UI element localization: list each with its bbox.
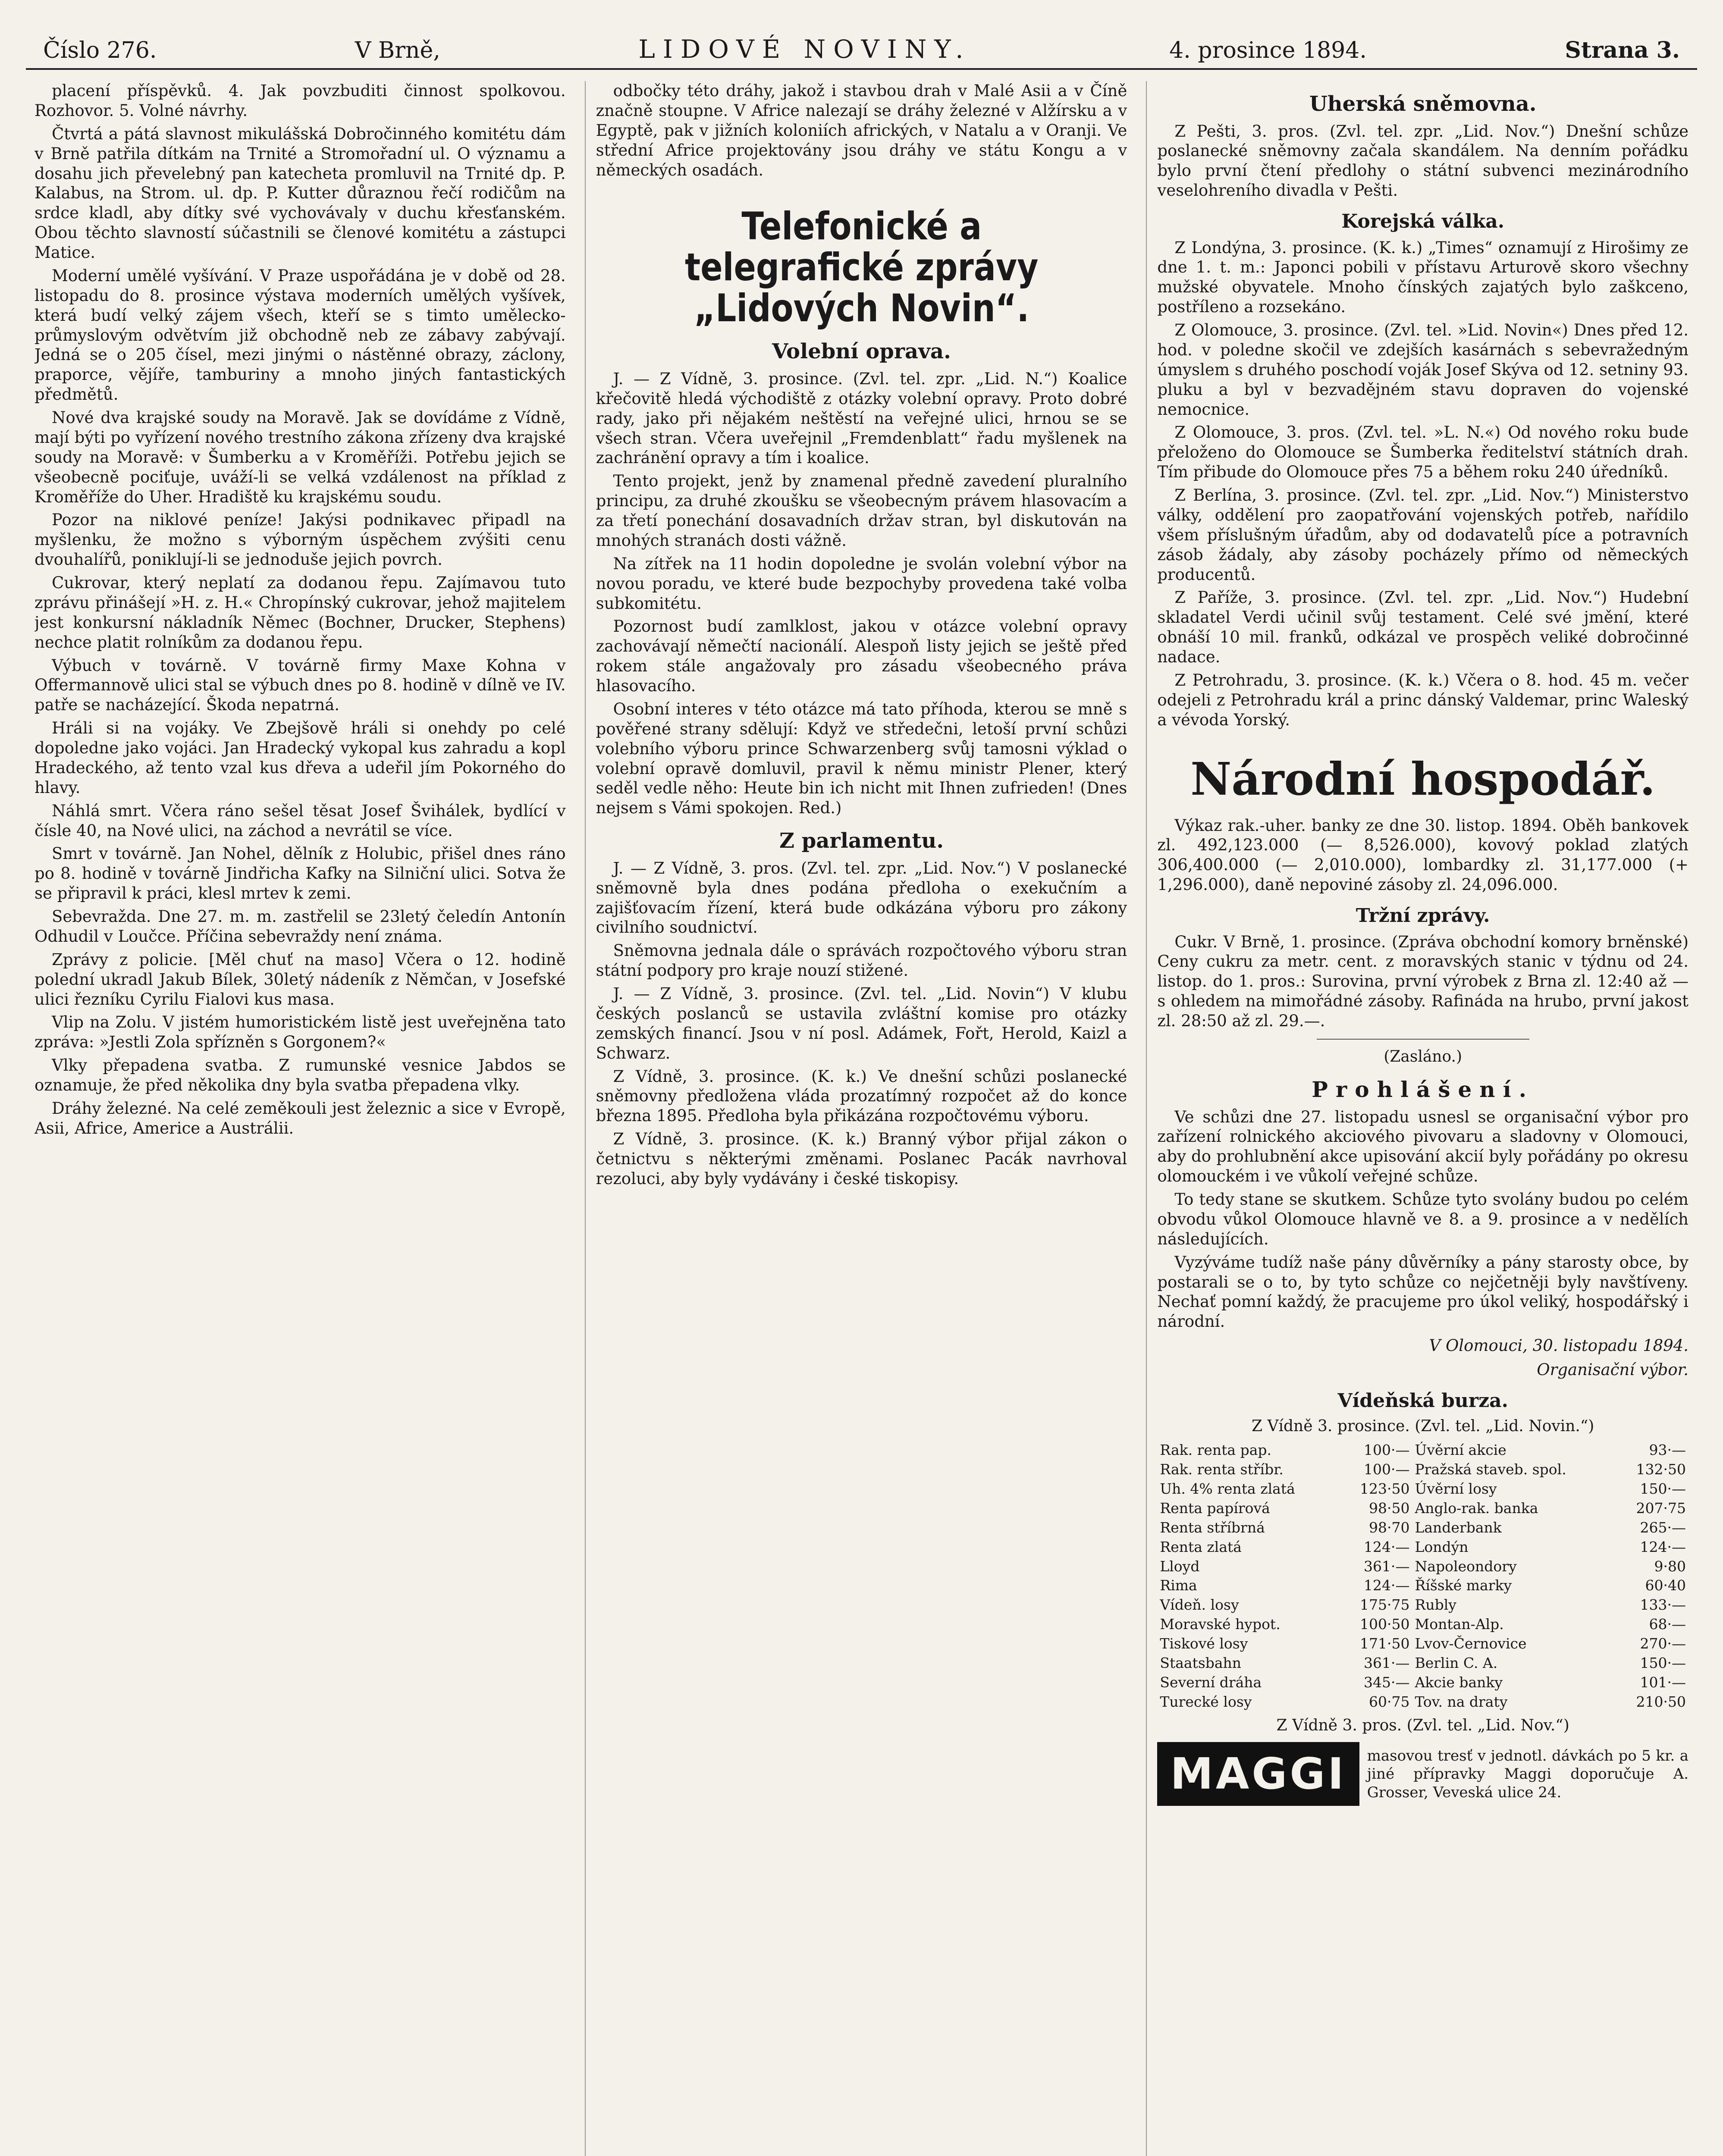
table-cell: Renta papírová	[1160, 1499, 1270, 1517]
article-paragraph: Cukrovar, který neplatí za dodanou řepu. Zajímavou tuto zprávu přinášejí »H. z. H.« Chropínský cukrovar, jehož majitelem jest konkursní nákladník Němec (Bochner, Drucker, Stephens) nechce platit rolníkům za dodanou řepu.	[35, 573, 566, 652]
table-cell: Turecké losy	[1160, 1693, 1252, 1710]
article-paragraph: Z Petrohradu, 3. prosince. (K. k.) Včera o 8. hod. 45 m. večer odejeli z Petrohradu král a princ dánský Valdemar, princ Waleský a vévoda Yorský.	[1157, 671, 1689, 729]
table-row	[1157, 1518, 1688, 1538]
table-cell: Anglo-rak. banka	[1415, 1499, 1538, 1517]
article-paragraph: Vlky přepadena svatba. Z rumunské vesnice Jabdos se oznamuje, že před několika dny byla svatba přepadena vlky.	[35, 1056, 566, 1094]
table-row	[1157, 1654, 1688, 1673]
article-paragraph: Zprávy z policie. [Měl chuť na maso] Včera o 12. hodině polední ukradl Jakub Bílek, 30letý nádeník z Němčan, v Josefské ulici řezníku Cyrilu Fialovi kus masa.	[35, 950, 566, 1009]
table-cell: 124·—	[1363, 1538, 1410, 1555]
table-cell: 68·—	[1649, 1616, 1686, 1633]
table-cell: 265·—	[1640, 1519, 1686, 1536]
table-cell: Moravské hypot.	[1160, 1616, 1280, 1633]
footnote: Z Vídně 3. pros. (Zvl. tel. „Lid. Nov.“)	[1276, 1716, 1569, 1734]
table-cell: 150·—	[1640, 1480, 1686, 1497]
newspaper-title: LIDOVÉ NOVINY.	[638, 34, 971, 64]
article-paragraph: Ve schůzi dne 27. listopadu usnesl se organisační výbor pro zařízení rolnického akciového pivovaru a sladovny v Olomouci, aby do prohlubnění akce upisování akcií byly pořádány po okresu olomouckém i ve vůkolí veřejné schůze.	[1157, 1107, 1689, 1186]
column-3	[1146, 81, 1688, 2156]
table-row	[1157, 1557, 1688, 1576]
table-cell: 171·50	[1360, 1635, 1410, 1652]
table-cell: Říšské marky	[1415, 1577, 1512, 1594]
columns	[26, 70, 1697, 2156]
table-cell: Napoleondory	[1415, 1557, 1517, 1575]
sent-in-label: (Zasláno.)	[1384, 1047, 1463, 1065]
table-cell: 9·80	[1654, 1557, 1686, 1575]
subsection-title: Z parlamentu.	[779, 829, 944, 853]
article-paragraph: Nové dva krajské soudy na Moravě. Jak se dovídáme z Vídně, mají býti po vyřízení nového trestního zákona zřízeny dva krajské soudy na Moravě: v Šumberku a v Kroměříži. Potřebu jejich se všeobecně pociťuje, uváží-li se velká vzdálenost na příklad z Kroměříže do Uher. Hradiště ku krajskému soudu.	[35, 408, 566, 506]
table-cell: 93·—	[1649, 1442, 1686, 1459]
ad-text: masovou tresť v jednotl. dávkách po 5 kr. a jiné přípravky Maggi doporučuje A. Grosser, Veveská ulice 24.	[1367, 1747, 1689, 1801]
advertisement	[1157, 1742, 1688, 1806]
table-cell: 207·75	[1636, 1499, 1686, 1517]
table-cell: Uh. 4% renta zlatá	[1160, 1480, 1295, 1497]
article-paragraph: J. — Z Vídně, 3. prosince. (Zvl. tel. zpr. „Lid. N.“) Koalice křečovitě hledá východiště z otázky volební opravy. Proto dobré rady, jako při nějakém neštěstí na veřejné ulici, hrnou se se všech stran. Včera uveřejnil „Fremdenblatt“ řadu myšlenek na zachránění opravy a tím i koalice.	[596, 369, 1127, 467]
table-cell: Lloyd	[1160, 1557, 1200, 1575]
table-row	[1157, 1595, 1688, 1615]
section-title: Uherská sněmovna.	[1309, 92, 1537, 116]
table-row	[1157, 1615, 1688, 1634]
section-headline: Národní hospodář.	[1190, 752, 1656, 805]
article-paragraph: Cukr. V Brně, 1. prosince. (Zpráva obchodní komory brněnské) Ceny cukru za metr. cent. z moravských stanic v týdnu od 24. listop. do 1. pros.: Surovina, první výrobek z Brna zl. 12:40 až — s ohledem na mimořádné zásoby. Rafináda na hrubo, první jakost zl. 28:50 až zl. 29.—.	[1157, 932, 1689, 1031]
signature-committee: Organisační výbor.	[1537, 1360, 1689, 1379]
table-cell: 132·50	[1636, 1461, 1686, 1478]
table-cell: 100·50	[1360, 1616, 1410, 1633]
table-cell: Akcie banky	[1415, 1673, 1503, 1691]
table-cell: 361·—	[1363, 1655, 1410, 1672]
table-cell: Rubly	[1415, 1596, 1456, 1614]
article-paragraph: Smrt v továrně. Jan Nohel, dělník z Holubic, přišel dnes ráno po 8. hodině v továrně Jindřicha Kafky na Silniční ulici. Sotva že se připravil k práci, klesl mrtev k zemi.	[35, 844, 566, 903]
article-paragraph: J. — Z Vídně, 3. pros. (Zvl. tel. zpr. „Lid. Nov.“) V poslanecké sněmovně byla dnes podána předloha o exekučním a zajišťovacím řízení, která bude odkázána výboru pro zákony civilního soudnictví.	[596, 859, 1127, 937]
table-cell: 210·50	[1636, 1693, 1686, 1710]
table-cell: 98·50	[1368, 1499, 1410, 1517]
article-paragraph: Tento projekt, jenž by znamenal předně zavedení pluralního principu, za druhé zkoušku se všeobecným právem hlasovacím a za třetí ponechání dosavadních držav stran, byl diskutován na mnohých stranách dosti vážně.	[596, 472, 1127, 550]
article-paragraph: Vyzýváme tudíž naše pány důvěrníky a pány starosty obce, by postarali se o to, by tyto schůze co nejčetněji byly navštíveny. Nechať pomní každý, že pracujeme pro úkol veliký, hospodářský i národní.	[1157, 1253, 1689, 1331]
table-row	[1157, 1479, 1688, 1499]
article-paragraph: Vlip na Zolu. V jistém humoristickém listě jest uveřejněna tato zpráva: »Jestli Zola spřízněn s Gorgonem?«	[35, 1013, 566, 1052]
article-paragraph: Z Berlína, 3. prosince. (Zvl. tel. zpr. „Lid. Nov.“) Ministerstvo války, oddělení pro zaopatřování vojenských potřeb, nařídilo všem příslušným úřadům, aby od dodavatelů píce a potravních zásob žádaly, aby zásoby pocházely přímo od německých producentů.	[1157, 486, 1689, 584]
page-number: Strana 3.	[1565, 37, 1680, 63]
table-cell: Severní dráha	[1160, 1673, 1262, 1691]
table-cell: Renta zlatá	[1160, 1538, 1242, 1555]
table-cell: 124·—	[1363, 1577, 1410, 1594]
issue-date: 4. prosince 1894.	[1169, 38, 1367, 63]
article-paragraph: Z Vídně, 3. prosince. (K. k.) Branný výbor přijal zákon o četnictvu s některými změnami. Poslanec Pacák navrhoval rezoluci, aby byly vydávány i české tiskopisy.	[596, 1130, 1127, 1188]
table-cell: 124·—	[1640, 1538, 1686, 1555]
table-row	[1157, 1460, 1688, 1479]
column-2	[585, 81, 1127, 2156]
article-paragraph: To tedy stane se skutkem. Schůze tyto svolány budou po celém obvodu vůkol Olomouce hlavně ve 8. a 9. prosince a v nedělích následujících.	[1157, 1190, 1689, 1248]
table-cell: 100·—	[1363, 1461, 1410, 1478]
table-cell: Londýn	[1415, 1538, 1469, 1555]
table-cell: Úvěrní akcie	[1415, 1442, 1506, 1459]
article-paragraph: Z Londýna, 3. prosince. (K. k.) „Times“ oznamují z Hirošimy ze dne 1. t. m.: Japonci pobili v přístavu Arturově skoro všechny mužské obyvatele. Mnoho čínských zajatých bylo zaškceno, postříleno a rozsekáno.	[1157, 238, 1689, 317]
table-cell: Pražská staveb. spol.	[1415, 1461, 1566, 1478]
table-cell: 98·70	[1368, 1519, 1410, 1536]
section-title: Korejská válka.	[1341, 210, 1505, 233]
article-paragraph: Z Paříže, 3. prosince. (Zvl. tel. zpr. „Lid. Nov.“) Hudební skladatel Verdi učinil svůj testament. Celé své jmění, které obnáší 10 mil. franků, odkázal ve prospěch veliké dobročinné nadace.	[1157, 588, 1689, 667]
table-cell: 150·—	[1640, 1655, 1686, 1672]
table-cell: 100·—	[1363, 1442, 1410, 1459]
table-cell: 60·75	[1368, 1693, 1410, 1710]
table-cell: 175·75	[1360, 1596, 1410, 1614]
table-cell: Rima	[1160, 1577, 1197, 1594]
table-row	[1157, 1692, 1688, 1712]
article-paragraph: Sebevražda. Dne 27. m. m. zastřelil se 23letý čeledín Antonín Odhudil v Loučce. Příčina sebevraždy není známa.	[35, 907, 566, 946]
issue-number: Číslo 276.	[43, 38, 157, 63]
table-cell: 345·—	[1363, 1673, 1410, 1691]
table-cell: Vídeň. losy	[1160, 1596, 1239, 1614]
article-paragraph: placení příspěvků. 4. Jak povzbuditi činnost spolkovou. Rozhovor. 5. Volné návrhy.	[35, 81, 566, 120]
article-paragraph: Sněmovna jednala dále o správách rozpočtového výboru stran státní podpory pro kraje nouzí stižené.	[596, 941, 1127, 980]
table-row	[1157, 1576, 1688, 1595]
article-paragraph: Pozor na niklové peníze! Jakýsi podnikavec připadl na myšlenku, že možno s výborným úspěchem zvýšiti cenu dvouhalířů, poniklují-li se jednoduše jejich povrch.	[35, 511, 566, 569]
section-title: Prohlášení.	[1312, 1076, 1535, 1102]
article-paragraph: Moderní umělé vyšívání. V Praze uspořádána je v době od 28. listopadu do 8. prosince výstava moderních umělých vyšívek, která budí velký zájem všech, kteří se s timto umělecko-průmyslovým odvětvím již obchodně neb ze zábavy zabývají. Jedná se o 205 čísel, mezi jinými o nástěnné obrazy, záclony, praporce, vějíře, tamburiny a mnoho jiných fantastických předmětů.	[35, 266, 566, 404]
table-row	[1157, 1499, 1688, 1518]
table-row	[1157, 1673, 1688, 1692]
table-row	[1157, 1538, 1688, 1557]
maggi-logo: MAGGI	[1157, 1742, 1359, 1806]
article-paragraph: Výkaz rak.-uher. banky ze dne 30. listop. 1894. Oběh bankovek zl. 492,123.000 (— 8,526.000), kovový poklad zlatých 306,400.000 (— 2,010.000), lombardky zl. 31,177.000 (+ 1,296.000), daně nepoviné zásoby zl. 24,096.000.	[1157, 816, 1689, 894]
table-cell: Lvov-Černovice	[1415, 1635, 1527, 1652]
article-paragraph: Na zítřek na 11 hodin dopoledne je svolán volební výbor na novou poradu, ve které bude bezpochyby provedena také volba subkomitétu.	[596, 554, 1127, 613]
signature-place-date: V Olomouci, 30. listopadu 1894.	[1429, 1336, 1689, 1355]
table-row	[1157, 1634, 1688, 1654]
table-cell: Staatsbahn	[1160, 1655, 1242, 1672]
bourse-dateline: Z Vídně 3. prosince. (Zvl. tel. „Lid. Novin.“)	[1252, 1417, 1594, 1435]
table-cell: Berlin C. A.	[1415, 1655, 1498, 1672]
bourse-table	[1157, 1441, 1688, 1712]
divider	[1317, 1039, 1529, 1040]
article-paragraph: Náhlá smrt. Včera ráno sešel těsat Josef Švihálek, bydlící v čísle 40, na Nové ulici, na záchod a nevrátil se více.	[35, 801, 566, 840]
article-paragraph: Z Pešti, 3. pros. (Zvl. tel. zpr. „Lid. Nov.“) Dnešní schůze poslanecké sněmovny začala skandálem. Na denním pořádku bylo první čtení předlohy o státní subvenci mezinárodního veselohreního divadla v Pešti.	[1157, 122, 1689, 200]
subsection-title: Volební oprava.	[772, 339, 951, 364]
table-row	[1157, 1441, 1688, 1460]
table-cell: 361·—	[1363, 1557, 1410, 1575]
article-paragraph: Hráli si na vojáky. Ve Zbejšově hráli si onehdy po celé dopoledne jako vojáci. Jan Hradecký vykopal kus zahradu a kopl Hradeckého, až tento vzal kus dřeva a udeřil jím Pokorného do hlavy.	[35, 719, 566, 797]
table-cell: Tov. na draty	[1415, 1693, 1508, 1710]
table-cell: Tiskové losy	[1160, 1635, 1248, 1652]
article-paragraph: Dráhy železné. Na celé zeměkouli jest železnic a sice v Evropě, Asii, Africe, Americe a Austrálii.	[35, 1099, 566, 1138]
table-cell: Montan-Alp.	[1415, 1616, 1504, 1633]
section-headline: Telefonické a telegrafické zprávy „Lidových Novin“.	[684, 204, 1039, 331]
article-paragraph: Z Vídně, 3. prosince. (K. k.) Ve dnešní schůzi poslanecké sněmovny předložena vláda prozatímný rozpočet až do konce března 1895. Předloha byla přikázána rozpočtovému výboru.	[596, 1067, 1127, 1125]
table-cell: 133·—	[1640, 1596, 1686, 1614]
article-paragraph: J. — Z Vídně, 3. prosince. (Zvl. tel. „Lid. Novin“) V klubu českých poslanců se ustavila zvláštní komise pro otázky zemských financí. Jsou v ní posl. Adámek, Fořt, Herold, Kaizl a Schwarz.	[596, 984, 1127, 1062]
table-cell: Rak. renta stříbr.	[1160, 1461, 1284, 1478]
table-cell: Úvěrní losy	[1415, 1480, 1497, 1497]
section-title: Tržní zprávy.	[1356, 905, 1490, 927]
article-paragraph: Osobní interes v této otázce má tato příhoda, kterou se mně s pověřené strany sdělují: Když ve středečni, letoší první schůzi volebního výboru prince Schwarzenberg svůj tamosni výklad o volební opravě domluvil, pravil k němu ministr Plener, který seděl vedle něho: Heute bin ich nicht mit Ihnen zufrieden! (Dnes nejsem s Vámi spokojen. Red.)	[596, 699, 1127, 818]
table-cell: Landerbank	[1415, 1519, 1502, 1536]
article-paragraph: Pozornost budí zamlklost, jakou v otázce volební opravy zachovávají němečtí nacionálí. Alespoň listy jejich se ještě před rokem stále angažovaly pro zásadu všeobecného práva hlasovacího.	[596, 617, 1127, 696]
article-paragraph: Výbuch v továrně. V továrně firmy Maxe Kohna v Offermannově ulici stal se výbuch dnes po 8. hodině v dílně ve IV. patře se nacházející. Škoda nepatrná.	[35, 656, 566, 714]
section-title: Vídeňská burza.	[1337, 1389, 1508, 1412]
table-cell: Rak. renta pap.	[1160, 1442, 1271, 1459]
table-cell: 270·—	[1640, 1635, 1686, 1652]
article-paragraph: Z Olomouce, 3. pros. (Zvl. tel. »L. N.«) Od nového roku bude přeloženo do Olomouce se Šumberka ředitelství státních drah. Tím přibude do Olomouce přes 75 a během roku 240 úředníků.	[1157, 423, 1689, 482]
masthead	[26, 17, 1697, 70]
place: V Brně,	[355, 38, 440, 63]
table-cell: Renta stříbrná	[1160, 1519, 1265, 1536]
table-cell: 101·—	[1640, 1673, 1686, 1691]
table-cell: 60·40	[1645, 1577, 1686, 1594]
table-cell: 123·50	[1360, 1480, 1410, 1497]
column-1	[35, 81, 566, 2156]
article-paragraph: odbočky této dráhy, jakož i stavbou drah v Malé Asii a v Číně značně stoupne. V Africe nalezají se dráhy železné v Alžírsku a v Egyptě, pak v jižních koloniích afrických, v Natalu a v Oranji. Ve střední Africe projektovány jsou dráhy ve státu Kongu a v německých osadách.	[596, 81, 1127, 179]
article-paragraph: Čtvrtá a pátá slavnost mikulášská Dobročinného komitétu dám v Brně patřila dítkám na Trnité a Stromořadní ul. O významu a dosahu jich převelebný pan katecheta promluvil na Trnité dp. P. Kalabus, na Strom. ul. dp. P. Kutter důraznou řečí rodičům na srdce kladl, aby dítky své vychovávaly v duchu křesťanském. Obou těchto slavností súčastnili se členové komitétu a zástupci Matice.	[35, 124, 566, 262]
article-paragraph: Z Olomouce, 3. prosince. (Zvl. tel. »Lid. Novin«) Dnes před 12. hod. v poledne skočil ve zdejších kasárnách s sebevražedným úmyslem s druhého poschodí voják Josef Skýva od 12. setniny 93. pluku a byl v bezvadějném stavu dopraven do vojenské nemocnice.	[1157, 321, 1689, 419]
